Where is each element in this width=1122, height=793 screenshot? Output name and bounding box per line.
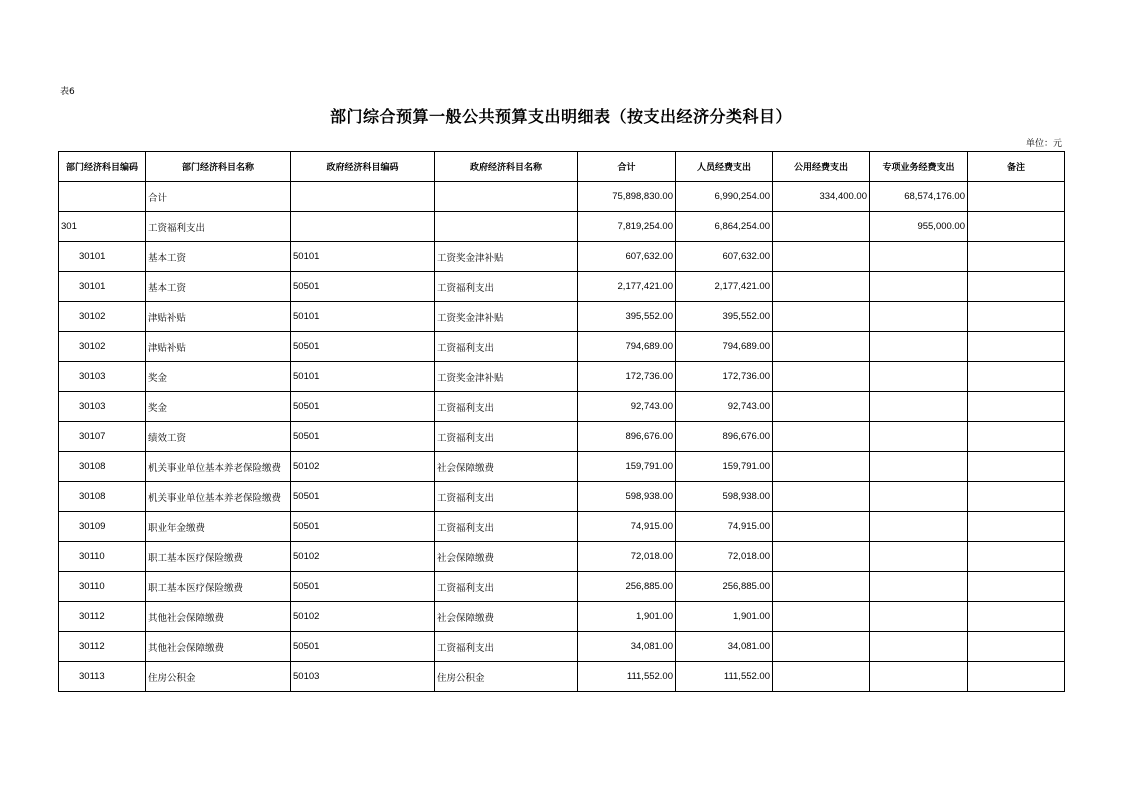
personnel-cell: 172,736.00 (676, 362, 773, 392)
gov-code-cell: 50501 (291, 272, 435, 302)
special-cell (870, 452, 968, 482)
table-row (59, 362, 1065, 392)
dept-code-cell: 30107 (59, 422, 146, 452)
dept-code-cell: 30102 (59, 332, 146, 362)
special-cell (870, 272, 968, 302)
special-cell (870, 422, 968, 452)
table-body (59, 182, 1065, 692)
note-cell (968, 512, 1065, 542)
dept-name-cell: 职工基本医疗保险缴费 (146, 572, 291, 602)
public-cell (773, 602, 870, 632)
personnel-cell: 6,990,254.00 (676, 182, 773, 212)
table-number: 表6 (60, 87, 75, 97)
note-cell (968, 362, 1065, 392)
gov-name-cell: 工资福利支出 (435, 482, 578, 512)
dept-name-cell: 绩效工资 (146, 422, 291, 452)
personnel-cell: 794,689.00 (676, 332, 773, 362)
table-row (59, 422, 1065, 452)
personnel-cell: 1,901.00 (676, 602, 773, 632)
dept-name-cell: 合计 (146, 182, 291, 212)
dept-code-cell: 30101 (59, 272, 146, 302)
dept-code-cell: 30108 (59, 482, 146, 512)
table-header-row (59, 152, 1065, 182)
table-row (59, 662, 1065, 692)
public-cell (773, 422, 870, 452)
dept-code-cell (59, 182, 146, 212)
dept-code-cell: 30101 (59, 242, 146, 272)
total-cell: 794,689.00 (578, 332, 676, 362)
total-cell: 34,081.00 (578, 632, 676, 662)
special-cell (870, 542, 968, 572)
personnel-cell: 896,676.00 (676, 422, 773, 452)
note-cell (968, 242, 1065, 272)
personnel-cell: 159,791.00 (676, 452, 773, 482)
table-row (59, 272, 1065, 302)
personnel-cell: 92,743.00 (676, 392, 773, 422)
table-row (59, 392, 1065, 422)
total-cell: 111,552.00 (578, 662, 676, 692)
table-row (59, 182, 1065, 212)
table-row (59, 632, 1065, 662)
dept-name-cell: 基本工资 (146, 272, 291, 302)
header-dept-code: 部门经济科目编码 (59, 152, 146, 182)
total-cell: 159,791.00 (578, 452, 676, 482)
gov-code-cell: 50101 (291, 242, 435, 272)
gov-code-cell (291, 212, 435, 242)
note-cell (968, 302, 1065, 332)
budget-table (58, 151, 1065, 692)
public-cell (773, 632, 870, 662)
table-row (59, 482, 1065, 512)
note-cell (968, 632, 1065, 662)
total-cell: 2,177,421.00 (578, 272, 676, 302)
gov-code-cell: 50102 (291, 542, 435, 572)
gov-code-cell: 50501 (291, 392, 435, 422)
table-row (59, 452, 1065, 482)
dept-code-cell: 30103 (59, 392, 146, 422)
dept-code-cell: 30110 (59, 572, 146, 602)
dept-code-cell: 301 (59, 212, 146, 242)
header-special: 专项业务经费支出 (870, 152, 968, 182)
personnel-cell: 256,885.00 (676, 572, 773, 602)
total-cell: 172,736.00 (578, 362, 676, 392)
special-cell (870, 362, 968, 392)
unit-label: 单位：元 (1025, 139, 1062, 149)
note-cell (968, 212, 1065, 242)
gov-name-cell: 工资福利支出 (435, 632, 578, 662)
gov-name-cell: 工资福利支出 (435, 422, 578, 452)
page-title: 部门综合预算一般公共预算支出明细表（按支出经济分类科目） (329, 107, 792, 126)
note-cell (968, 482, 1065, 512)
gov-name-cell: 工资福利支出 (435, 272, 578, 302)
gov-name-cell: 工资福利支出 (435, 512, 578, 542)
personnel-cell: 607,632.00 (676, 242, 773, 272)
dept-code-cell: 30109 (59, 512, 146, 542)
note-cell (968, 662, 1065, 692)
gov-code-cell: 50102 (291, 452, 435, 482)
dept-name-cell: 基本工资 (146, 242, 291, 272)
note-cell (968, 422, 1065, 452)
gov-name-cell: 工资福利支出 (435, 332, 578, 362)
gov-code-cell: 50501 (291, 572, 435, 602)
total-cell: 72,018.00 (578, 542, 676, 572)
special-cell (870, 512, 968, 542)
gov-name-cell: 社会保障缴费 (435, 602, 578, 632)
personnel-cell: 6,864,254.00 (676, 212, 773, 242)
gov-code-cell (291, 182, 435, 212)
special-cell (870, 302, 968, 332)
public-cell (773, 662, 870, 692)
table-row (59, 542, 1065, 572)
dept-code-cell: 30108 (59, 452, 146, 482)
personnel-cell: 2,177,421.00 (676, 272, 773, 302)
table-row (59, 512, 1065, 542)
total-cell: 92,743.00 (578, 392, 676, 422)
note-cell (968, 182, 1065, 212)
special-cell (870, 392, 968, 422)
personnel-cell: 395,552.00 (676, 302, 773, 332)
dept-name-cell: 奖金 (146, 392, 291, 422)
gov-code-cell: 50101 (291, 362, 435, 392)
dept-name-cell: 其他社会保障缴费 (146, 602, 291, 632)
total-cell: 1,901.00 (578, 602, 676, 632)
special-cell (870, 242, 968, 272)
note-cell (968, 332, 1065, 362)
dept-name-cell: 工资福利支出 (146, 212, 291, 242)
total-cell: 607,632.00 (578, 242, 676, 272)
table-row (59, 212, 1065, 242)
gov-code-cell: 50101 (291, 302, 435, 332)
public-cell (773, 482, 870, 512)
public-cell (773, 542, 870, 572)
public-cell (773, 572, 870, 602)
gov-code-cell: 50501 (291, 422, 435, 452)
special-cell (870, 602, 968, 632)
public-cell (773, 302, 870, 332)
gov-code-cell: 50501 (291, 482, 435, 512)
dept-name-cell: 奖金 (146, 362, 291, 392)
special-cell (870, 482, 968, 512)
special-cell (870, 632, 968, 662)
dept-name-cell: 机关事业单位基本养老保险缴费 (146, 482, 291, 512)
total-cell: 395,552.00 (578, 302, 676, 332)
gov-code-cell: 50501 (291, 632, 435, 662)
public-cell (773, 212, 870, 242)
personnel-cell: 111,552.00 (676, 662, 773, 692)
gov-name-cell: 工资奖金津补贴 (435, 302, 578, 332)
public-cell (773, 392, 870, 422)
special-cell (870, 662, 968, 692)
total-cell: 75,898,830.00 (578, 182, 676, 212)
total-cell: 896,676.00 (578, 422, 676, 452)
public-cell (773, 272, 870, 302)
dept-code-cell: 30113 (59, 662, 146, 692)
dept-code-cell: 30103 (59, 362, 146, 392)
dept-name-cell: 津贴补贴 (146, 332, 291, 362)
note-cell (968, 272, 1065, 302)
dept-code-cell: 30112 (59, 632, 146, 662)
header-gov-code: 政府经济科目编码 (291, 152, 435, 182)
gov-name-cell: 社会保障缴费 (435, 542, 578, 572)
personnel-cell: 72,018.00 (676, 542, 773, 572)
total-cell: 7,819,254.00 (578, 212, 676, 242)
dept-name-cell: 津贴补贴 (146, 302, 291, 332)
gov-code-cell: 50501 (291, 512, 435, 542)
table-row (59, 602, 1065, 632)
special-cell: 955,000.00 (870, 212, 968, 242)
dept-name-cell: 其他社会保障缴费 (146, 632, 291, 662)
special-cell (870, 572, 968, 602)
note-cell (968, 452, 1065, 482)
dept-code-cell: 30102 (59, 302, 146, 332)
dept-name-cell: 住房公积金 (146, 662, 291, 692)
header-dept-name: 部门经济科目名称 (146, 152, 291, 182)
gov-code-cell: 50102 (291, 602, 435, 632)
note-cell (968, 602, 1065, 632)
personnel-cell: 74,915.00 (676, 512, 773, 542)
special-cell (870, 332, 968, 362)
public-cell (773, 332, 870, 362)
header-personnel: 人员经费支出 (676, 152, 773, 182)
note-cell (968, 572, 1065, 602)
dept-code-cell: 30112 (59, 602, 146, 632)
dept-name-cell: 职工基本医疗保险缴费 (146, 542, 291, 572)
gov-name-cell: 社会保障缴费 (435, 452, 578, 482)
header-note: 备注 (968, 152, 1065, 182)
personnel-cell: 598,938.00 (676, 482, 773, 512)
public-cell (773, 362, 870, 392)
public-cell (773, 512, 870, 542)
personnel-cell: 34,081.00 (676, 632, 773, 662)
special-cell: 68,574,176.00 (870, 182, 968, 212)
dept-code-cell: 30110 (59, 542, 146, 572)
gov-name-cell (435, 212, 578, 242)
gov-name-cell (435, 182, 578, 212)
table-row (59, 332, 1065, 362)
total-cell: 256,885.00 (578, 572, 676, 602)
gov-name-cell: 工资福利支出 (435, 392, 578, 422)
public-cell (773, 452, 870, 482)
dept-name-cell: 机关事业单位基本养老保险缴费 (146, 452, 291, 482)
total-cell: 598,938.00 (578, 482, 676, 512)
gov-name-cell: 工资福利支出 (435, 572, 578, 602)
header-gov-name: 政府经济科目名称 (435, 152, 578, 182)
note-cell (968, 392, 1065, 422)
table-row (59, 242, 1065, 272)
note-cell (968, 542, 1065, 572)
public-cell: 334,400.00 (773, 182, 870, 212)
gov-code-cell: 50501 (291, 332, 435, 362)
public-cell (773, 242, 870, 272)
header-public: 公用经费支出 (773, 152, 870, 182)
gov-code-cell: 50103 (291, 662, 435, 692)
gov-name-cell: 工资奖金津补贴 (435, 242, 578, 272)
header-total: 合计 (578, 152, 676, 182)
dept-name-cell: 职业年金缴费 (146, 512, 291, 542)
table-row (59, 572, 1065, 602)
table-row (59, 302, 1065, 332)
gov-name-cell: 工资奖金津补贴 (435, 362, 578, 392)
total-cell: 74,915.00 (578, 512, 676, 542)
gov-name-cell: 住房公积金 (435, 662, 578, 692)
